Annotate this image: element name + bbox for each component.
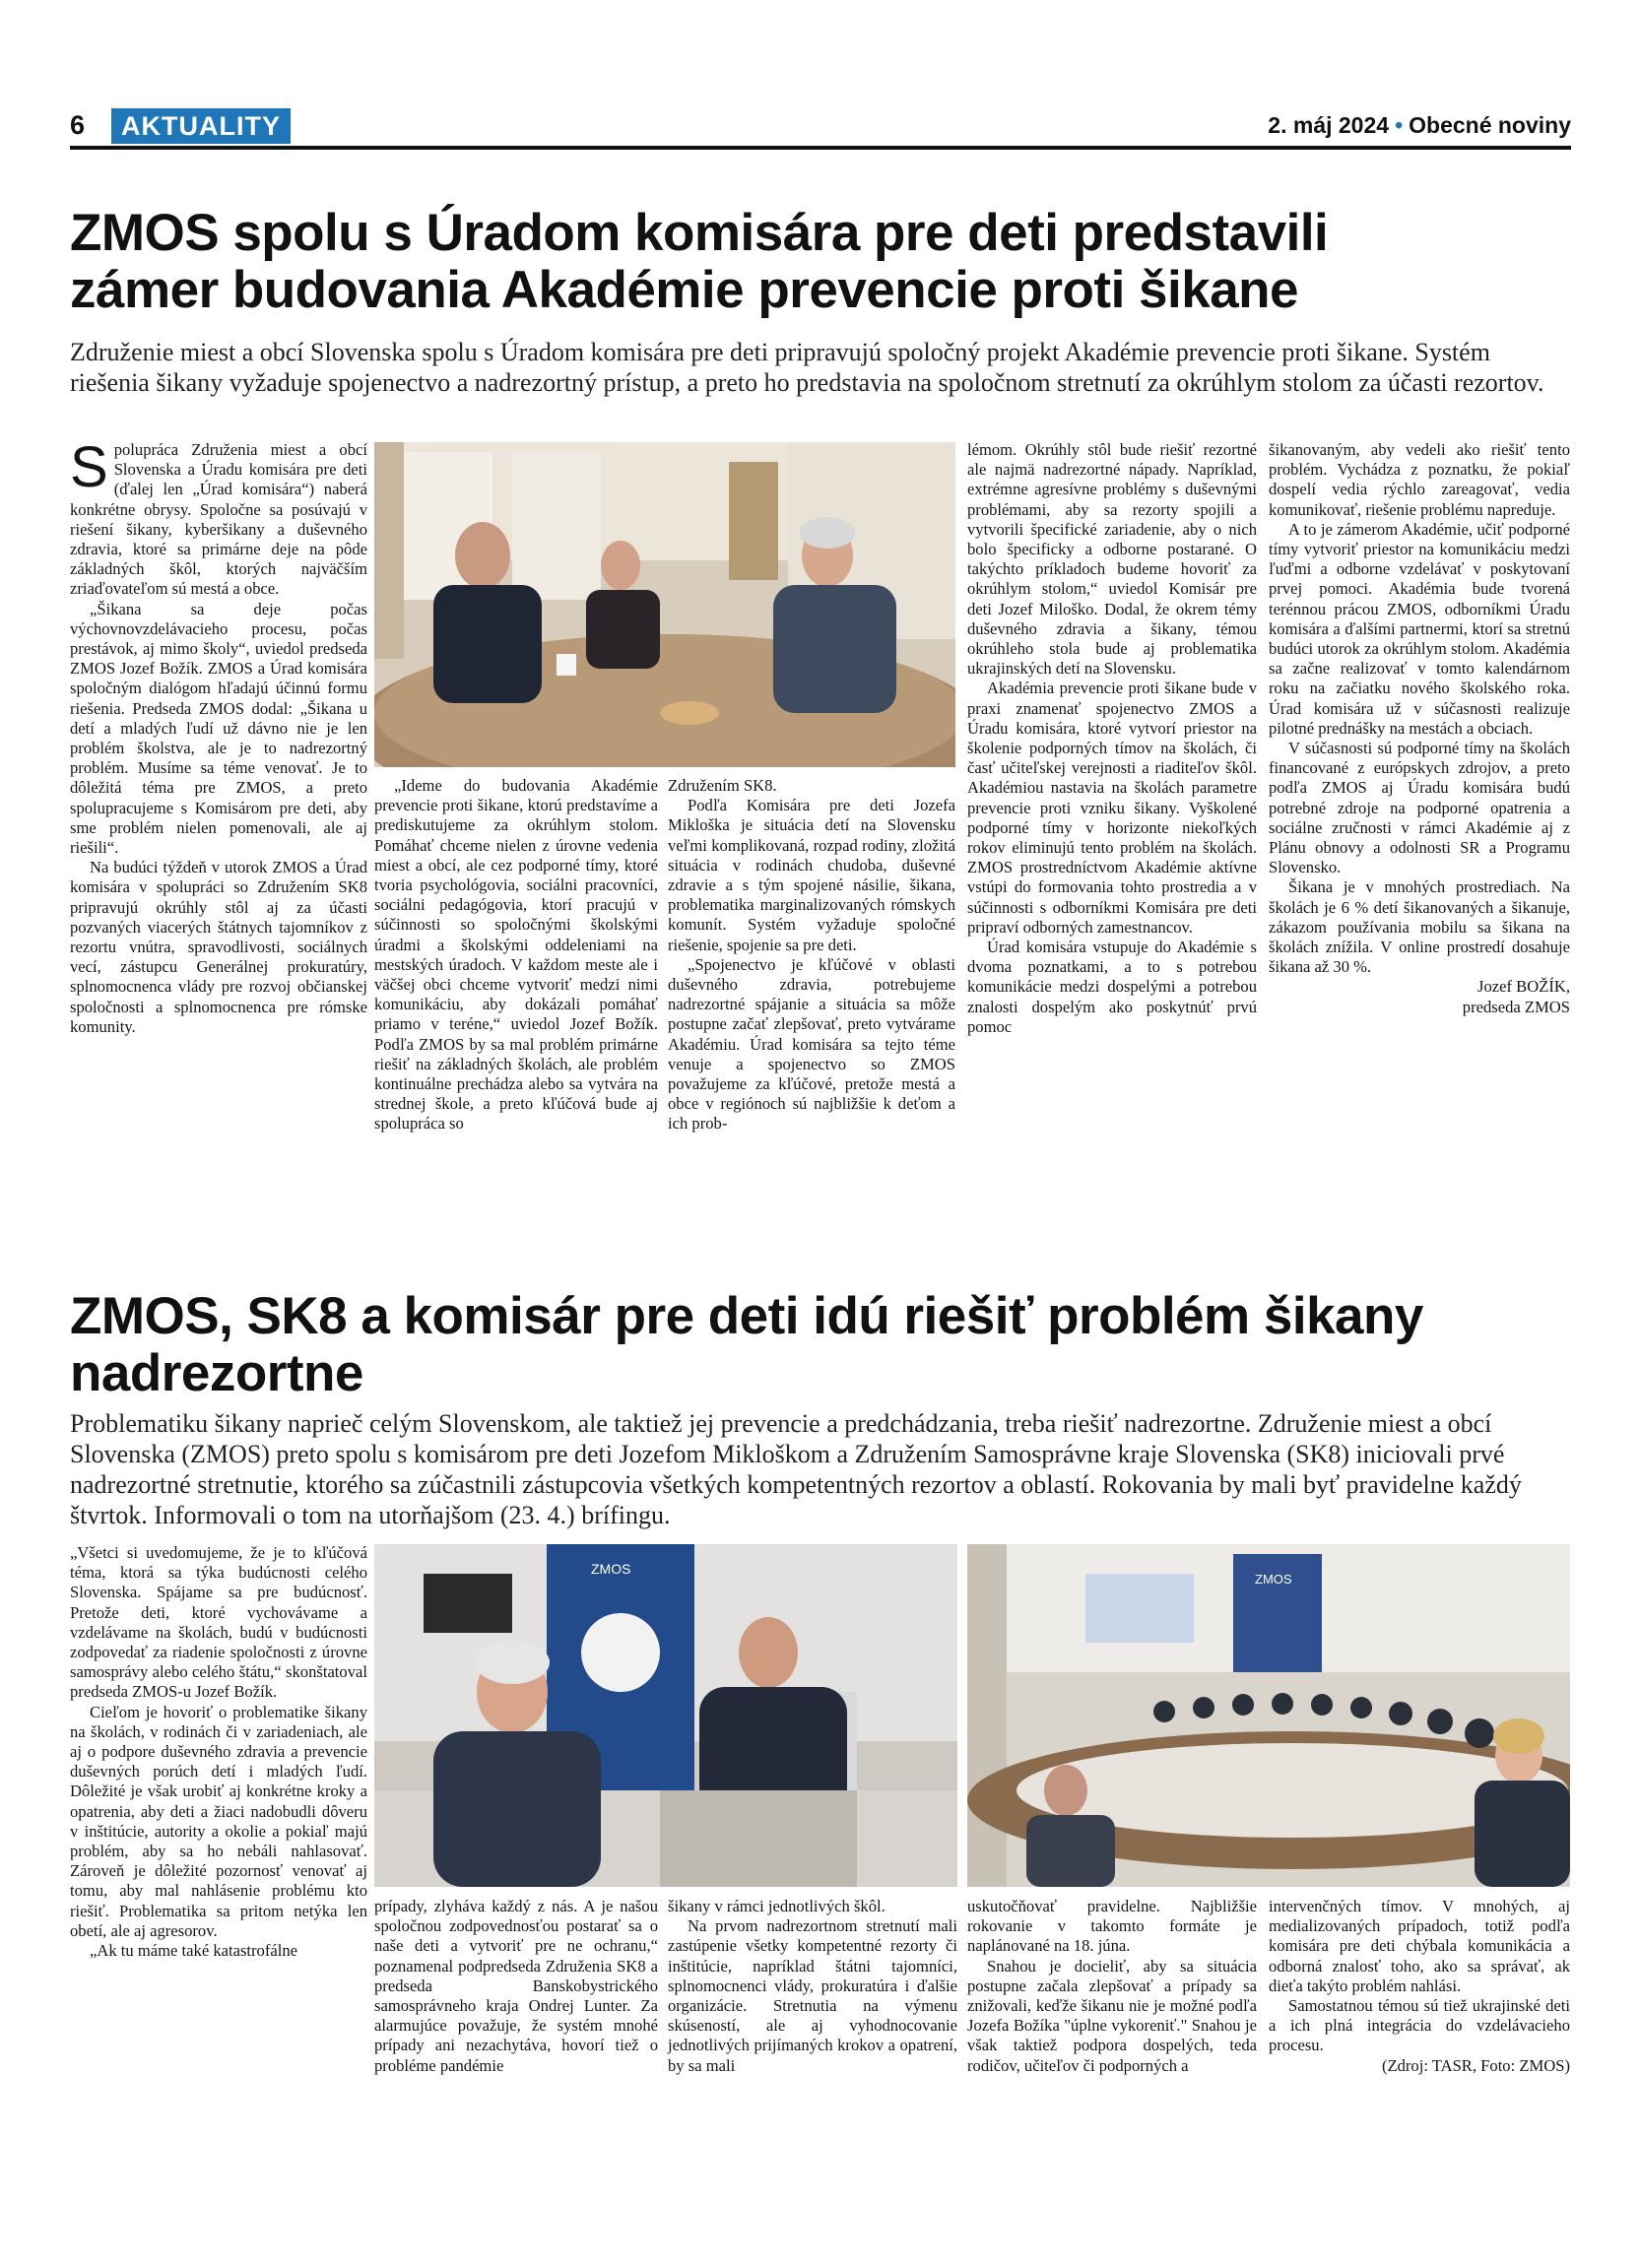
article2-column-1 [70,1543,367,1961]
meeting-table-photo-icon [374,442,955,767]
paragraph: šikany v rámci jednotlivých škôl. [668,1897,886,1915]
paragraph: prípady, zlyháva každý z nás. A je našou spoločnou zodpovednosťou postarať sa o naše deti a vytvoriť pre ne ochranu,“ poznamenal podpredseda Združenia SK8 a predseda Banskobystrického samosprávneho kraja Ondrej Lunter. Za alarmujúce považuje, že systém mnohé prípady ani nezachytáva, hovorí tiež o probléme pandémie [374,1897,658,2075]
signature-title: predseda ZMOS [1462,997,1570,1016]
article2-headline-line2: nadrezortne [70,1344,363,1402]
paragraph-text: polupráca Združenia miest a obcí Slovenska a Úradu komisára pre deti (ďalej len „Úrad komisára“) naberá konkrétne obrysy. Spoločne sa posúvajú v riešení šikany, kyberšikany a duševného zdravia, ktoré sa primárne deje na pôde základných škôl, ktorých najväčším zriaďovateľom sú mestá a obce. [70,440,367,599]
paragraph: Úrad komisára vstupuje do Akadémie s dvoma poznatkami, a to s potrebou komunikácie medzi dospelými a potrebou znalosti dospelým ako poskytnúť prvú pomoc [967,938,1257,1036]
paragraph: Združením SK8. [668,776,777,795]
article2-lead: Problematiku šikany naprieč celým Slovenskom, ale taktiež jej prevencie a predchádzania, treba riešiť nadrezortne. Združenie miest a obcí Slovenska (ZMOS) preto spolu s komisárom pre deti Jozefom Mikloškom a Združením Samosprávne kraje Slovenska (SK8) iniciovali prvé nadrezortné stretnutie, ktorého sa zúčastnili zástupcovia všetkých kompetentných rezortov a oblastí. Rokovania by mali byť pravidelne každý štvrtok. Informovali o tom na utorňajšom (23. 4.) brífingu. [70,1409,1522,1529]
paragraph: uskutočňovať pravidelne. Najbližšie rokovanie v takomto formáte je naplánované na 18. júna. [967,1897,1257,1956]
paragraph: V súčasnosti sú podporné tímy na školách financované z európskych zdrojov, a preto podľa ZMOS aj Úradu komisára budú potrebné zdroje na podporné opatrenia a sociálne zručnosti v rámci Akadémie aj z Plánu obnovy a odolnosti SR a Programu Slovensko. [1269,739,1570,877]
paragraph: Podľa Komisára pre deti Jozefa Mikloška je situácia detí na Slovensku veľmi komplikovaná, rozpad rodiny, zložitá situácia v rodinách chudoba, duševné zdravie a s tým spojené násilie, šikana, problematika marginalizovaných rómskych komunít. Systém vyžaduje spoločné riešenie, spojenie sa pre deti. [668,796,955,954]
article1-column-4 [967,440,1257,1037]
article2-headline-line1: ZMOS, SK8 a komisár pre deti idú riešiť problém šikany [70,1287,1423,1345]
issue-info [1268,112,1571,139]
article2-headline [70,1288,1587,1402]
issue-date: 2. máj 2024 [1268,112,1390,138]
paragraph: intervenčných tímov. V mnohých, aj medializovaných prípadoch, totiž podľa komisára pre deti chýbala komunikácia a odborná znalosť toho, ako sa správať, ak dieťa takýto problém nahlási. [1269,1897,1570,1995]
paragraph: „Spojenectvo je kľúčové v oblasti duševného zdravia, potrebujeme nadrezortné spájanie a situácia sa môže postupne začať zlepšovať, preto vytvárame Akadémiu. Úrad komisára sa tejto téme venuje a spojenectvo so ZMOS považujeme za kľúčové, pretože mestá a obce v regiónoch sú najbližšie k deťom a ich prob- [668,954,955,1134]
paragraph: Cieľom je hovoriť o problematike šikany na školách, v rodinách či v zariadeniach, ale aj o podpore duševného zdravia a prevencie duševných porúch detí i mladých ľudí. Dôležité je však urobiť aj konkrétne kroky a opatrenia, aby deti a žiaci nadobudli dôveru v inštitúcie, autority a okolie a pokiaľ majú problém, aby sa ho nebáli nahlasovať. Zároveň je dôležité pozornosť venovať aj tomu, aby mal nahlásenie problému kto riešiť. Problematika sa pritom netýka len obetí, ale aj agresorov. [70,1702,367,1940]
paragraph: Na prvom nadrezortnom stretnutí mali zastúpenie všetky kompetentné rezorty či inštitúcie, napríklad štátni tajomníci, splnomocnenci vlády, prokuratúra i ďalšie organizácie. Stretnutia na výmenu skúseností, ale aj vyhodnocovanie jednotlivých prijímaných krokov a opatrení, by sa mali [668,1916,957,2075]
paragraph: Akadémia prevencie proti šikane bude v praxi znamenať spojenectvo ZMOS a Úradu komisára, ktoré vytvorí priestor na školenie podporných tímov na školách, či časť učiteľskej verejnosti a riaditeľov škôl. Akadémiou nastavia na školách parametre prevencie proti vzniku šikany. Vyškolené podporné tímy v horizonte niekoľkých rokov eliminujú tento problém na školách. ZMOS prostredníctvom Akadémie aktívne vstúpi do formovania tohto prostredia a v súčinnosti s odborníkmi Komisára pre deti pripraví odborných zamestnancov. [967,679,1257,937]
paragraph: Samostatnou témou sú tiež ukrajinské deti a ich plná integrácia do vzdelávacieho procesu. [1269,1996,1570,2055]
section-tag: AKTUALITY [111,108,291,144]
article2-column-2 [374,1897,658,2076]
article1-headline-line2: zámer budovania Akadémie prevencie proti šikane [70,261,1299,319]
paragraph: A to je zámerom Akadémie, učiť podporné tímy vytvoriť priestor na komunikáciu medzi ľuďmi a odborne vzdelávať v poskytovaní prvej pomoci. Akadémia bude tvorená terénnou prácou ZMOS, odborníkmi Úradu komisára a ďalšími partnermi, ktorí sa stretnú budúci utorok za okrúhlym stolom. Akadémia sa začne realizovať v tomto kalendárnom roku na začiatku nového školského roka. Úrad komisára už v súčasnosti realizuje pilotné prednášky na mestách a obciach. [1269,519,1570,738]
photo-credit: (Zdroj: TASR, Foto: ZMOS) [1381,2055,1570,2075]
article1-headline-line1: ZMOS spolu s Úradom komisára pre deti predstavili [70,204,1329,262]
paragraph: Na budúci týždeň v utorok ZMOS a Úrad komisára v spolupráci so Združením SK8 pripravujú okrúhly stôl aj za účasti pozvaných viacerých štátnych tajomníkov z rezortu vnútra, spravodlivosti, sociálnych vecí, zástupcu Generálnej prokuratúry, splnomocnenca vlády pre rozvoj občianskej spoločnosti a splnomocnenca pre rómske komunity. [70,858,367,1036]
conference-room-photo-icon [967,1544,1570,1887]
paragraph: lémom. Okrúhly stôl bude riešiť rezortné ale najmä nadrezortné nápady. Napríklad, extrémne agresívne problémy s duševnými problémami, aby sa rezorty spojili a vytvorili špecifické zariadenie, aby o nich bolo špecificky a odborne postarané. O takýchto príkladoch budeme hovoriť za okrúhlym stolom,“ uviedol Komisár pre deti Jozef Miloško. Dodal, že okrem témy duševného zdravia a šikany, témou okrúhleho stola bude aj problematika ukrajinských detí na Slovensku. [967,440,1257,679]
article1-column-5 [1269,440,1570,1017]
article1-column-1 [70,435,367,1037]
paragraph: šikanovaným, aby vedeli ako riešiť tento problém. Vychádza z poznatku, že pokiaľ dospelí vedia rýchlo zareagovať, vedia komunikovať, riešenie problému napreduje. [1269,440,1570,519]
paragraph: „Šikana sa deje počas výchovnovzdelávacieho procesu, počas prestávok, aj mimo školy“, uviedol predseda ZMOS Jozef Božík. ZMOS a Úrad komisára spoločným dialógom hľadajú účinnú formu riešenia. Predseda ZMOS dodal: „Šikana u detí a mladých ľudí už dávno nie je len problém školstva, ale je to nadrezortný problém. Musíme sa téme venovať. Je to dôležitá téma pre ZMOS, a preto spolupracujeme s Komisárom pre deti, aby sme problém nielen pomenovali, ale aj riešili“. [70,599,367,858]
paragraph: „Ak tu máme také katastrofálne [90,1941,298,1961]
banner-logo-text: ZMOS [591,1561,631,1577]
photo-conference-room [967,1544,1570,1887]
photo-press-briefing [374,1544,957,1887]
press-briefing-photo-icon [374,1544,957,1887]
signature-name: Jozef BOŽÍK, [1476,977,1570,997]
article2-column-4 [967,1897,1257,2076]
dropcap: S [70,435,108,499]
article2-column-3 [668,1897,957,2076]
publication-name: Obecné noviny [1409,112,1571,138]
paragraph: Snahou je docieliť, aby sa situácia postupne začala zlepšovať a prípady sa znižovali, keďže šikanu nie je možné podľa Jozefa Božíka "úplne vykoreniť." Snahou je však taktiež podpora dospelých, teda rodičov, učiteľov či podporných a [967,1956,1257,2075]
separator-dot: • [1395,112,1404,138]
article1-column-2 [374,776,658,1134]
page-header [70,108,1571,150]
photo-meeting-table [374,442,955,767]
article2-column-5 [1269,1897,1570,2076]
paragraph [70,435,367,600]
article1-lead: Združenie miest a obcí Slovenska spolu s Úradom komisára pre deti pripravujú spoločný projekt Akadémie prevencie proti šikane. Systém riešenia šikany vyžaduje spojenectvo a nadrezortný prístup, a preto ho predstavia na spoločnom stretnutí za okrúhlym stolom za účasti rezortov. [70,338,1544,397]
banner-logo-text: ZMOS [1255,1572,1292,1587]
paragraph: „Ideme do budovania Akadémie prevencie proti šikane, ktorú predstavíme a prediskutujeme za okrúhlym stolom. Pomáhať chceme nielen z úrovne vedenia miest a obcí, ale cez podporné tímy, ktoré tvoria psychológovia, sociálni pracovníci, sociálni pedagógovia, ktorí pracujú v súčinnosti so spoločnými školskými úradmi a školskými oddeleniami na mestských úradoch. V každom meste ale i väčšej obci chceme vytvoriť medzi nimi komunikáciu, aby dokázali pomáhať priamo v teréne,“ uviedol Jozef Božík. Podľa ZMOS by sa mal problém primárne riešiť na základných školách, ale problém kontinuálne prechádza alebo sa vytvára na strednej škole, a preto kľúčová bude aj spolupráca so [374,776,658,1134]
paragraph: Šikana je v mnohých prostrediach. Na školách je 6 % detí šikanovaných a šikanuje, zákazom používania mobilu sa šikana na školách znížila. V online prostredí dosahuje šikana až 30 %. [1269,877,1570,977]
paragraph: „Všetci si uvedomujeme, že je to kľúčová téma, ktorá sa týka budúcnosti celého Slovenska. Spájame sa pre budúcnosť. Pretože deti, ktoré vychovávame a vzdelávame na školách, budú v budúcnosti zodpovedať za riadenie spoločnosti z úrovne samosprávy alebo celého štátu,“ skonštatoval predseda ZMOS-u Jozef Božík. [70,1543,367,1702]
page-number: 6 [70,110,86,140]
article1-headline [70,205,1587,319]
article1-column-3 [668,776,955,1134]
